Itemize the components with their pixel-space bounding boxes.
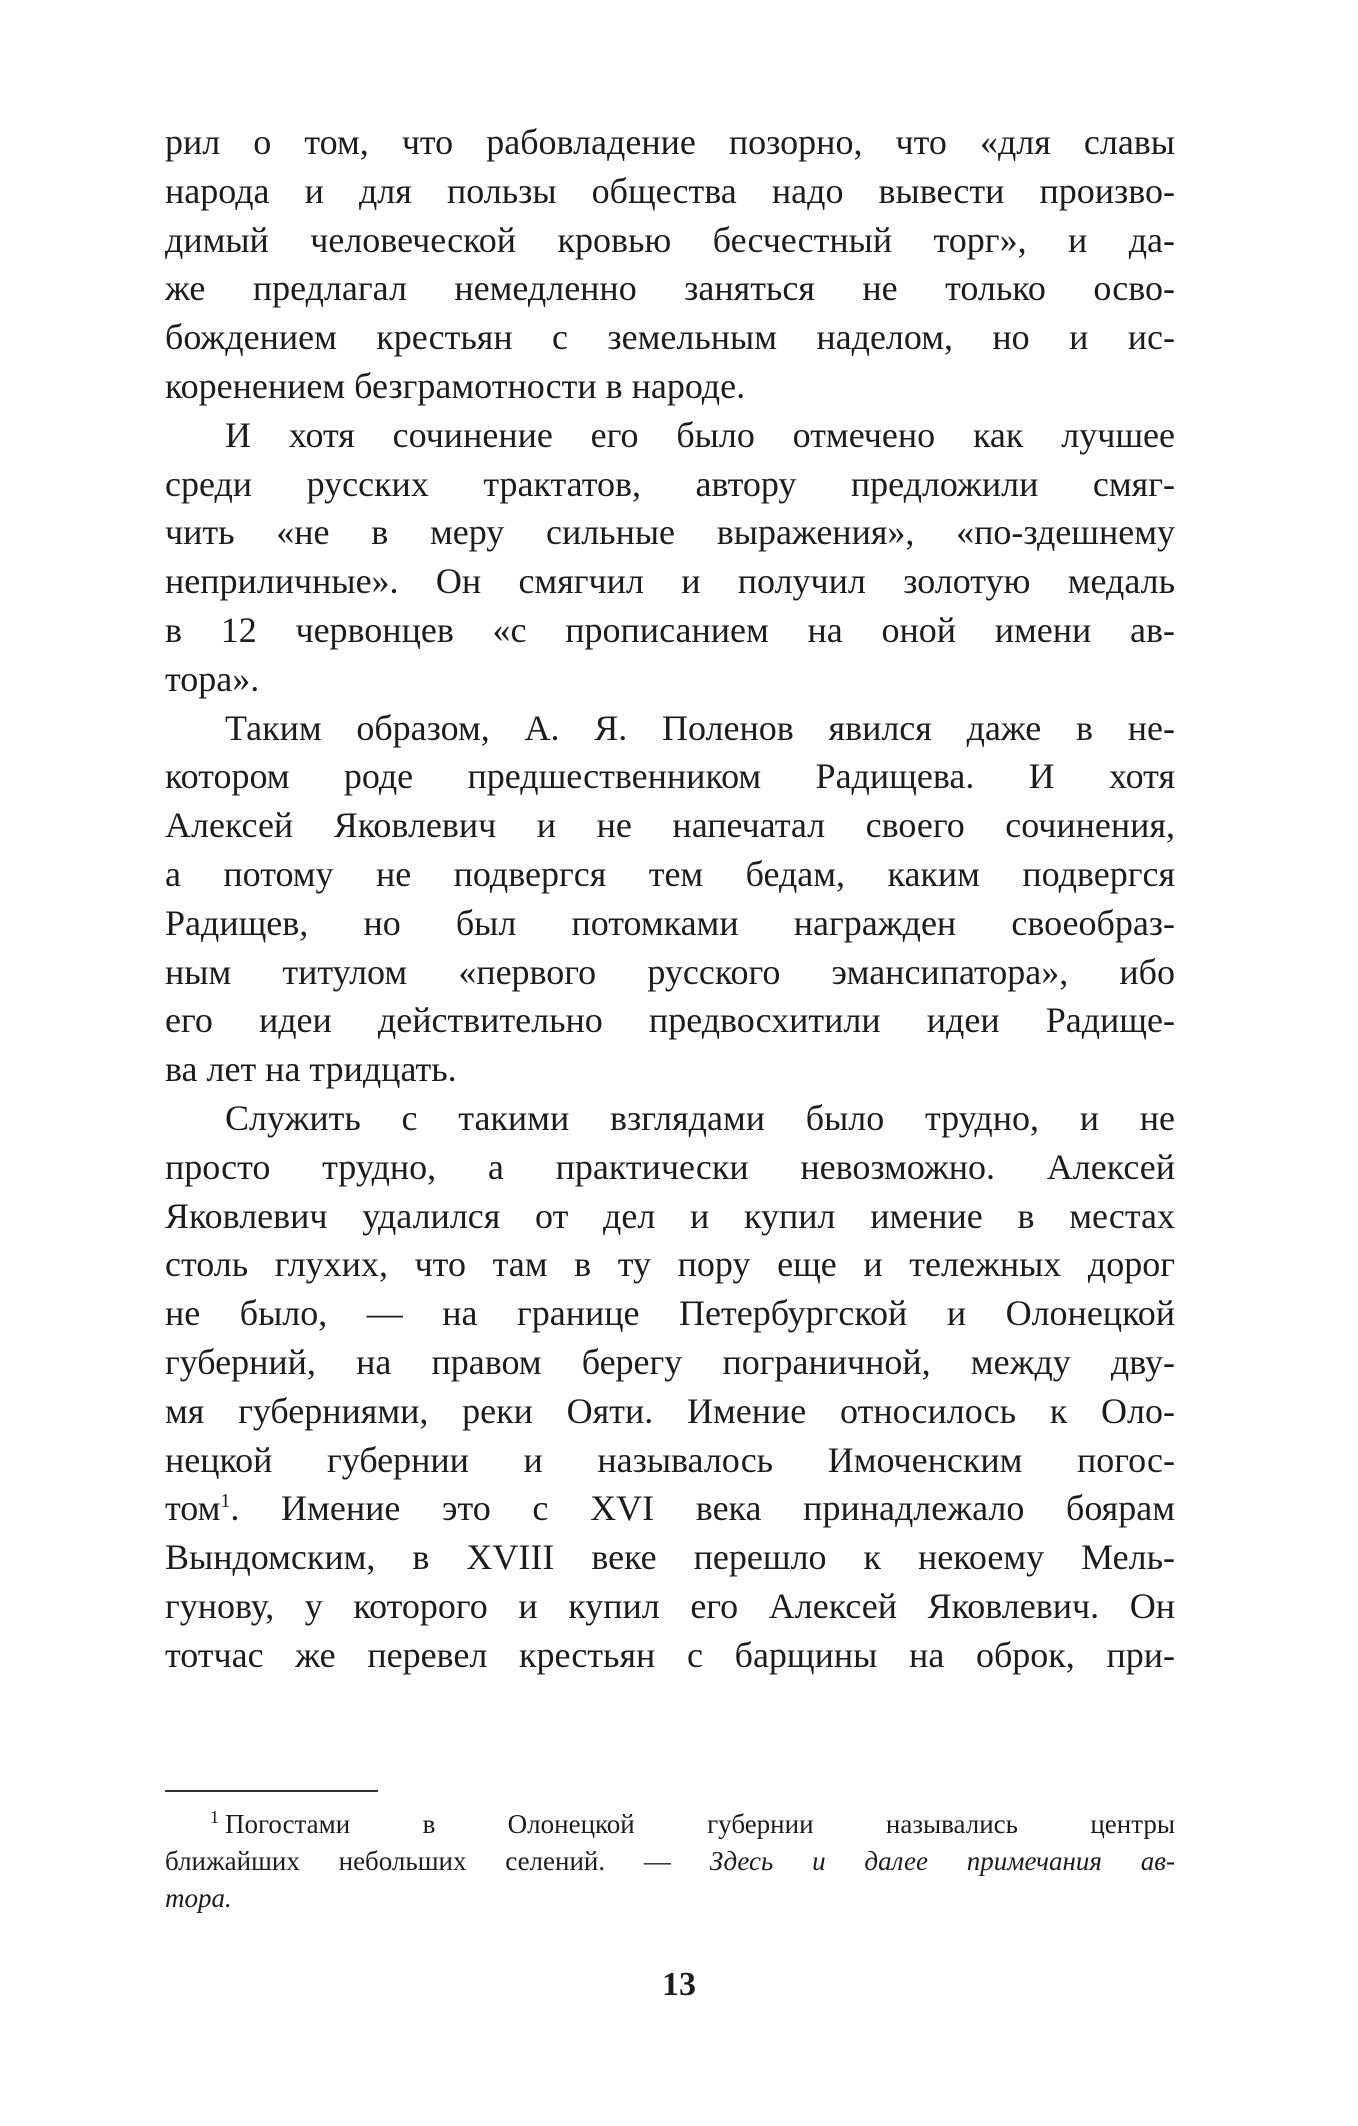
text-line: коренением безграмотности в народе. <box>165 365 746 406</box>
footnote-text: ближайших небольших селений. — <box>165 1846 710 1876</box>
text-line: бождением крестьян с земельным наделом, но и ис- <box>165 317 1175 358</box>
text-line: тора». <box>165 658 260 699</box>
text-line: гунову, у которого и купил его Алексей Яковлевич. Он <box>165 1585 1175 1626</box>
text-line: Таким образом, А. Я. Поленов явился даже в не- <box>225 707 1175 748</box>
text-line: И хотя сочинение его было отмечено как лучшее <box>225 414 1175 455</box>
text-line: а потому не подвергся тем бедам, каким подвергся <box>165 853 1175 894</box>
text-line-with-footnote-ref <box>165 1484 1175 1533</box>
text-line: рил о том, что рабовладение позорно, что «для славы <box>165 122 1175 162</box>
footnote-line <box>165 1880 1175 1917</box>
text-line: неприличные». Он смягчил и получил золотую медаль <box>165 561 1175 602</box>
text-line: Служить с такими взглядами было трудно, и не <box>225 1097 1175 1138</box>
main-text <box>165 118 1175 1680</box>
text-line: котором роде предшественником Радищева. И хотя <box>165 756 1175 797</box>
footnote-divider <box>165 1790 378 1792</box>
line-segment: том <box>165 1488 221 1529</box>
text-line: столь глухих, что там в ту пору еще и тележных дорог <box>165 1244 1175 1285</box>
footnote-italic-text: Здесь и далее примечания ав- <box>709 1846 1175 1876</box>
footnote-text: Погостами в Олонецкой губернии назывались центры <box>225 1809 1175 1839</box>
footnote-line <box>165 1806 1175 1843</box>
text-line: губерний, на правом берегу пограничной, между дву- <box>165 1341 1175 1382</box>
text-line: просто трудно, а практически невозможно. Алексей <box>165 1146 1175 1187</box>
text-line: его идеи действительно предвосхитили идеи Радище- <box>165 1000 1175 1041</box>
page-number: 13 <box>662 1966 696 2003</box>
text-line: в 12 червонцев «с прописанием на оной имени ав- <box>165 609 1175 650</box>
footnote <box>165 1806 1175 1917</box>
text-line: народа и для пользы общества надо вывести произво- <box>165 170 1175 211</box>
text-line: ным титулом «первого русского эмансипатора», ибо <box>165 951 1175 992</box>
text-line: Вындомским, в XVIII веке перешло к некоему Мель- <box>165 1537 1175 1578</box>
footnote-reference: 1 <box>220 1490 231 1513</box>
text-line: Радищев, но был потомками награжден своеобраз- <box>165 902 1175 943</box>
footnote-line <box>165 1843 1175 1880</box>
text-line: димый человеческой кровью бесчестный торг», и да- <box>165 219 1175 260</box>
footnote-marker: 1 <box>210 1807 219 1827</box>
text-line: тотчас же перевел крестьян с барщины на оброк, при- <box>165 1634 1175 1675</box>
text-line: Яковлевич удалился от дел и купил имение в местах <box>165 1195 1175 1236</box>
text-line: мя губерниями, реки Ояти. Имение относилось к Оло- <box>165 1390 1175 1431</box>
footnote-italic-text: тора. <box>165 1883 232 1913</box>
text-line: же предлагал немедленно заняться не только осво- <box>165 268 1175 309</box>
text-line: ва лет на тридцать. <box>165 1049 457 1090</box>
text-line: не было, — на границе Петербургской и Олонецкой <box>165 1293 1175 1334</box>
text-line: среди русских трактатов, автору предложили смяг- <box>165 463 1175 504</box>
text-line: Алексей Яковлевич и не напечатал своего сочинения, <box>165 805 1175 846</box>
line-segment: . Имение это с XVI века принадлежало боярам <box>230 1488 1175 1529</box>
text-line: чить «не в меру сильные выражения», «по-здешнему <box>165 512 1175 553</box>
text-line: нецкой губернии и называлось Имоченским погос- <box>165 1439 1175 1480</box>
